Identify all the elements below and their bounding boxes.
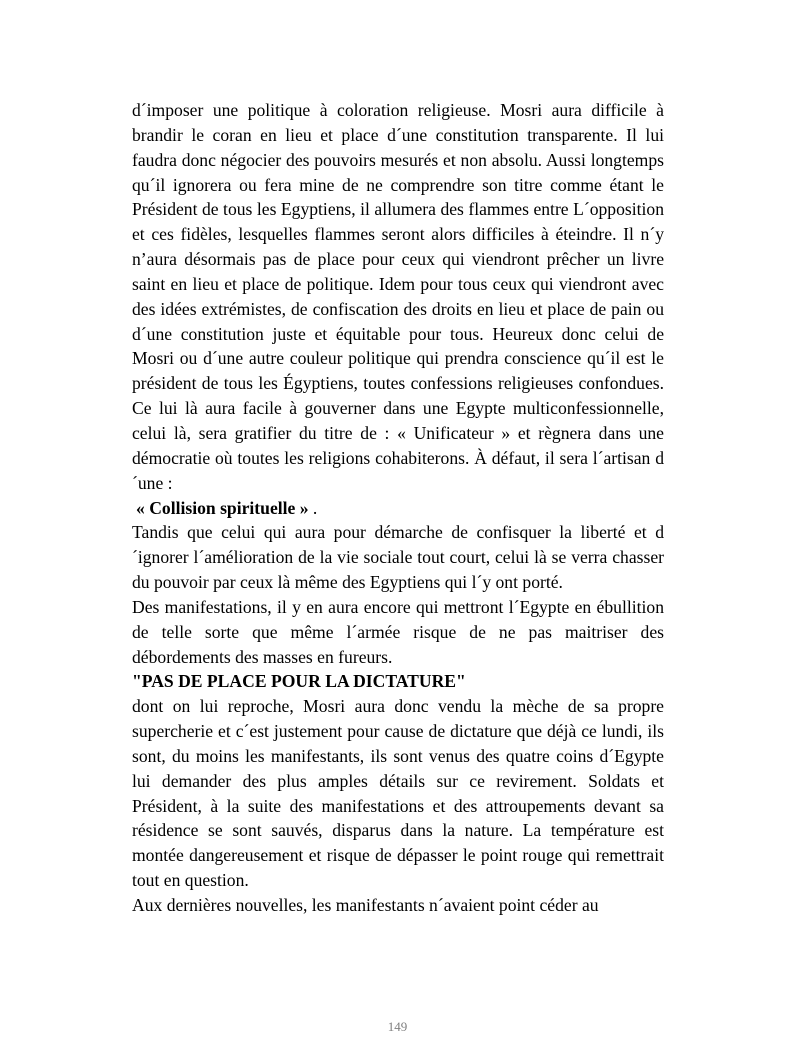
body-text xyxy=(132,98,664,918)
paragraph-dictature: dont on lui reproche, Mosri aura donc vendu la mèche de sa propre supercherie et c´est justement pour cause de dictature que déjà ce lundi, ils sont, du moins les manifestants, ils sont venus des quatre coins d´Egypte lui demander des plus amples détails sur ce revirement. Soldats et Président, à la suite des manifestations et des attroupements devant sa résidence se sont sauvés, disparus dans la nature. La température est montée dangereusement et risque de dépasser le point rouge qui remettrait tout en question. xyxy=(132,696,664,891)
paragraph-intro: d´imposer une politique à coloration religieuse. Mosri aura difficile à brandir le coran en lieu et place d´une constitution transparente. Il lui faudra donc négocier des pouvoirs mesurés et non absolu. Aussi longtemps qu´il ignorera ou fera mine de ne comprendre son titre comme étant le Président de tous les Egyptiens, il allumera des flammes entre L´opposition et ces fidèles, lesquelles flammes seront alors difficiles à éteindre. Il n´y n’aura désormais pas de place pour ceux qui viendront prêcher un livre saint en lieu et place de politique. Idem pour tous ceux qui viendront avec des idées extrémistes, de confiscation des droits en lieu et place de pain ou d´une constitution juste et équitable pour tous. Heureux donc celui de Mosri ou d´une autre couleur politique qui prendra conscience qu´il est le président de tous les Égyptiens, toutes confessions religieuses confondues. Ce lui là aura facile à gouverner dans une Egypte multiconfessionnelle, celui là, sera gratifier du titre de : « Unificateur » et règnera dans une démocratie où toutes les religions cohabiterons. À défaut, il sera l´artisan d´une : xyxy=(132,100,664,493)
heading-pas-de-dictature: "PAS DE PLACE POUR LA DICTATURE" xyxy=(132,671,466,692)
page-number: 149 xyxy=(387,1019,408,1034)
heading-collision-suffix: . xyxy=(308,497,318,518)
heading-collision-spirituelle xyxy=(132,496,664,521)
paragraph-manifestations: Des manifestations, il y en aura encore qui mettront l´Egypte en ébullition de telle sorte que même l´armée risque de ne pas maitriser des débordements des masses en fureurs. xyxy=(132,596,664,667)
paragraph-liberte: Tandis que celui qui aura pour démarche de confisquer la liberté et d´ignorer l´amélioration de la vie sociale tout court, celui là se verra chasser du pouvoir par ceux là même des Egyptiens qui l´y ont porté. xyxy=(132,522,664,593)
heading-collision-text: « Collision spirituelle » xyxy=(136,497,309,518)
paragraph-dernieres-nouvelles: Aux dernières nouvelles, les manifestants n´avaient point céder au xyxy=(132,895,599,915)
